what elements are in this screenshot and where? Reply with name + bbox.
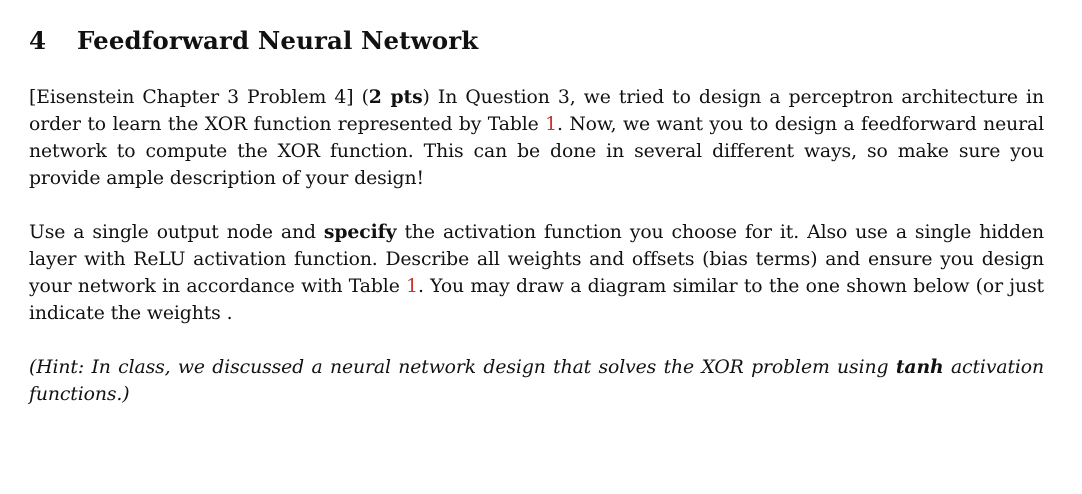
instructions-text-1: Use a single output node and <box>29 222 324 243</box>
instructions-text-3: . You may draw a diagram similar to the one shown below (or just indicate the weights . <box>29 276 1045 324</box>
specify-emphasis: specify <box>323 221 397 243</box>
document-page <box>29 24 1044 408</box>
hint-paragraph <box>29 354 1044 408</box>
section-heading <box>29 24 1044 58</box>
hint-text-2: activation functions.) <box>29 357 1044 405</box>
points-label: 2 pts <box>368 86 423 108</box>
section-number: 4 <box>29 26 47 55</box>
table-ref-link[interactable]: 1 <box>406 276 418 297</box>
hint-text-1: (Hint: In class, we discussed a neural network design that solves the XOR problem using <box>29 357 896 378</box>
instructions-text-2: the activation function you choose for it. Also use a single hidden layer with ReLU activation function. Describe all weights and offsets (bias terms) and ensure you design your network in accordance with Table <box>29 222 1044 297</box>
problem-text-3: . Now, we want you to design a feedforward neural network to compute the XOR function. This can be done in several different ways, so make sure you provide ample description of your design! <box>29 114 1044 189</box>
table-ref-link[interactable]: 1 <box>545 114 558 135</box>
instructions-paragraph <box>29 219 1044 327</box>
tanh-emphasis: tanh <box>895 356 944 378</box>
problem-paragraph <box>29 84 1044 192</box>
problem-text-1: [Eisenstein Chapter 3 Problem 4] ( <box>29 87 369 108</box>
section-title: Feedforward Neural Network <box>77 26 479 55</box>
problem-text-2: ) In Question 3, we tried to design a perceptron architecture in order to learn the XOR function represented by Table <box>29 87 1044 135</box>
